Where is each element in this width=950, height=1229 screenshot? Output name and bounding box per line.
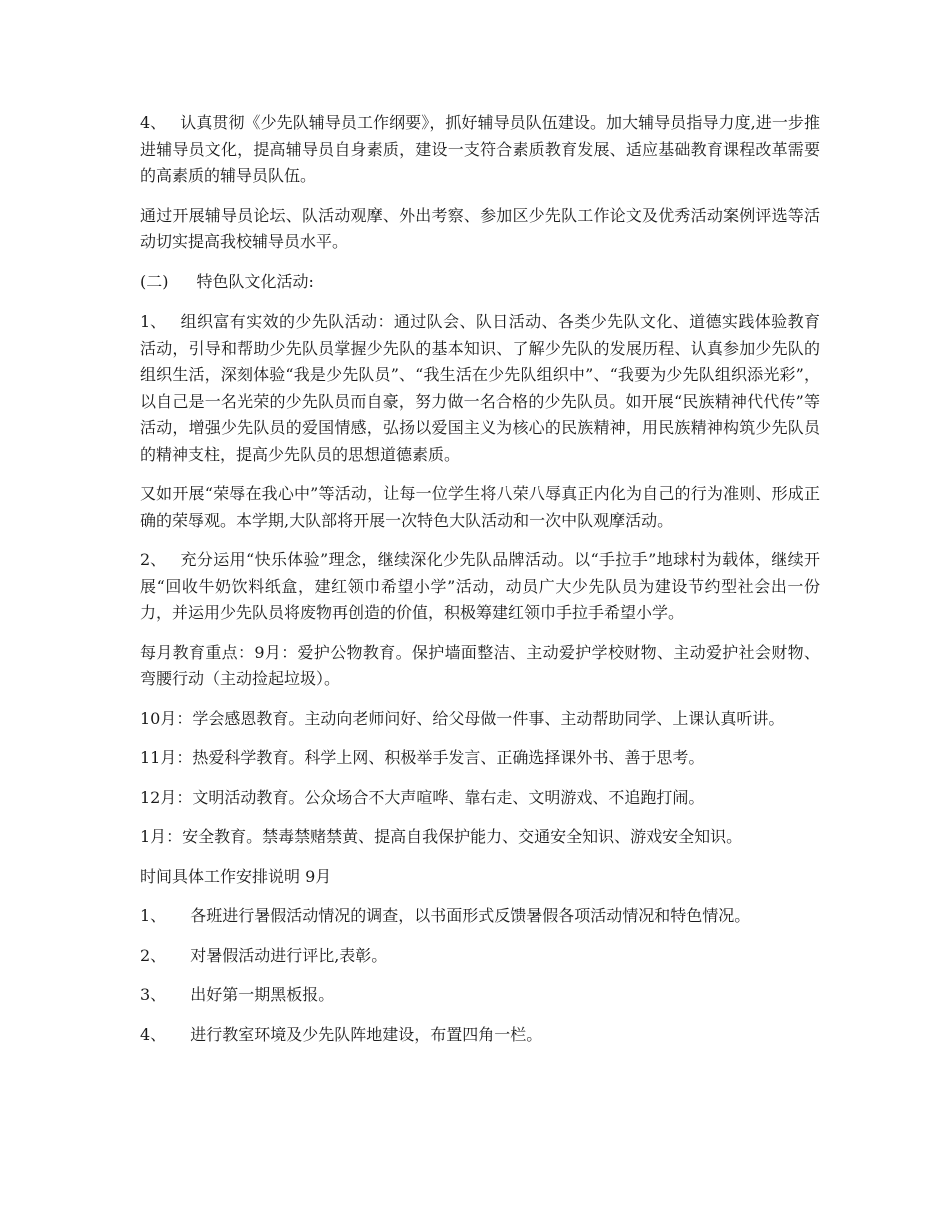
paragraph-monthly-focus-oct	[140, 706, 820, 733]
paragraph-number: 4、	[140, 113, 167, 132]
paragraph-item-1	[140, 309, 820, 468]
paragraph-text: 10月：学会感恩教育。主动向老师问好、给父母做一件事、主动帮助同学、上课认真听讲。	[140, 708, 785, 728]
section-title: 特色队文化活动:	[196, 271, 314, 291]
paragraph-text: 12月：文明活动教育。公众场合不大声喧哗、靠右走、文明游戏、不追跑打闹。	[140, 787, 705, 807]
paragraph-number: 3、	[140, 985, 167, 1004]
paragraph-text: 组织富有实效的少先队活动：通过队会、队日活动、各类少先队文化、道德实践体验教育活动，引导和帮助少先队员掌握少先队的基本知识、了解少先队的发展历程、认真参加少先队的组织生活，深刻体验“我是少先队员”、“我生活在少先队组织中”、“我要为少先队组织添光彩”，以自己是一名光荣的少先队员而自豪，努力做一名合格的少先队员。如开展“民族精神代代传”等活动，增强少先队员的爱国情感，弘扬以爱国主义为核心的民族精神，用民族精神构筑少先队员的精神支柱，提高少先队员的思想道德素质。	[140, 312, 820, 464]
paragraph-monthly-focus-jan	[140, 824, 820, 851]
paragraph-counselor-activities	[140, 203, 820, 256]
paragraph-monthly-focus-dec	[140, 785, 820, 812]
paragraph-text: 1月：安全教育。禁毒禁赌禁黄、提高自我保护能力、交通安全知识、游戏安全知识。	[140, 827, 743, 846]
paragraph-monthly-focus-nov	[140, 745, 820, 772]
paragraph-number: 1、	[140, 312, 167, 331]
paragraph-number: 4、	[140, 1024, 167, 1044]
paragraph-text: 通过开展辅导员论坛、队活动观摩、外出考察、参加区少先队工作论文及优秀活动案例评选等活动切实提高我校辅导员水平。	[140, 205, 820, 251]
section-heading-2	[140, 269, 820, 296]
paragraph-text: 出好第一期黑板报。	[190, 985, 335, 1004]
document-page	[140, 110, 820, 1061]
paragraph-number: 2、	[140, 550, 167, 569]
schedule-item-4	[140, 1022, 820, 1049]
paragraph-text: 时间具体工作安排说明 9月	[140, 866, 332, 886]
paragraph-text: 每月教育重点：9月：爱护公物教育。保护墙面整洁、主动爱护学校财物、主动爱护社会财物、弯腰行动（主动捡起垃圾）。	[140, 642, 820, 688]
paragraph-item-2	[140, 547, 820, 627]
schedule-item-3	[140, 982, 820, 1009]
schedule-item-2	[140, 943, 820, 970]
schedule-item-1	[140, 903, 820, 930]
paragraph-monthly-focus-sep	[140, 640, 820, 693]
paragraph-honor-activity	[140, 481, 820, 534]
paragraph-text: 充分运用“快乐体验”理念，继续深化少先队品牌活动。以“手拉手”地球村为载体，继续开展“回收牛奶饮料纸盒，建红领巾希望小学”活动，动员广大少先队员为建设节约型社会出一份力，并运用少先队员将废物再创造的价值，积极筹建红领巾手拉手希望小学。	[140, 550, 820, 622]
paragraph-text: 对暑假活动进行评比,表彰。	[190, 945, 388, 965]
paragraph-text: 进行教室环境及少先队阵地建设，布置四角一栏。	[190, 1024, 543, 1044]
paragraph-number: 2、	[140, 945, 167, 965]
section-number: (二)	[140, 271, 169, 291]
paragraph-text: 11月：热爱科学教育。科学上网、积极举手发言、正确选择课外书、善于思考。	[140, 748, 705, 767]
paragraph-text: 认真贯彻《少先队辅导员工作纲要》，抓好辅导员队伍建设。加大辅导员指导力度,进一步推进辅导员文化，提高辅导员自身素质，建设一支符合素质教育发展、适应基础教育课程改革需要的高素质的辅导员队伍。	[140, 113, 820, 185]
paragraph-item-4	[140, 110, 820, 190]
paragraph-number: 1、	[140, 906, 167, 925]
paragraph-schedule-heading	[140, 864, 820, 891]
paragraph-text: 各班进行暑假活动情况的调查，以书面形式反馈暑假各项活动情况和特色情况。	[190, 906, 751, 925]
paragraph-text: 又如开展“荣辱在我心中”等活动，让每一位学生将八荣八辱真正内化为自己的行为准则、形成正确的荣辱观。本学期,大队部将开展一次特色大队活动和一次中队观摩活动。	[140, 484, 820, 530]
